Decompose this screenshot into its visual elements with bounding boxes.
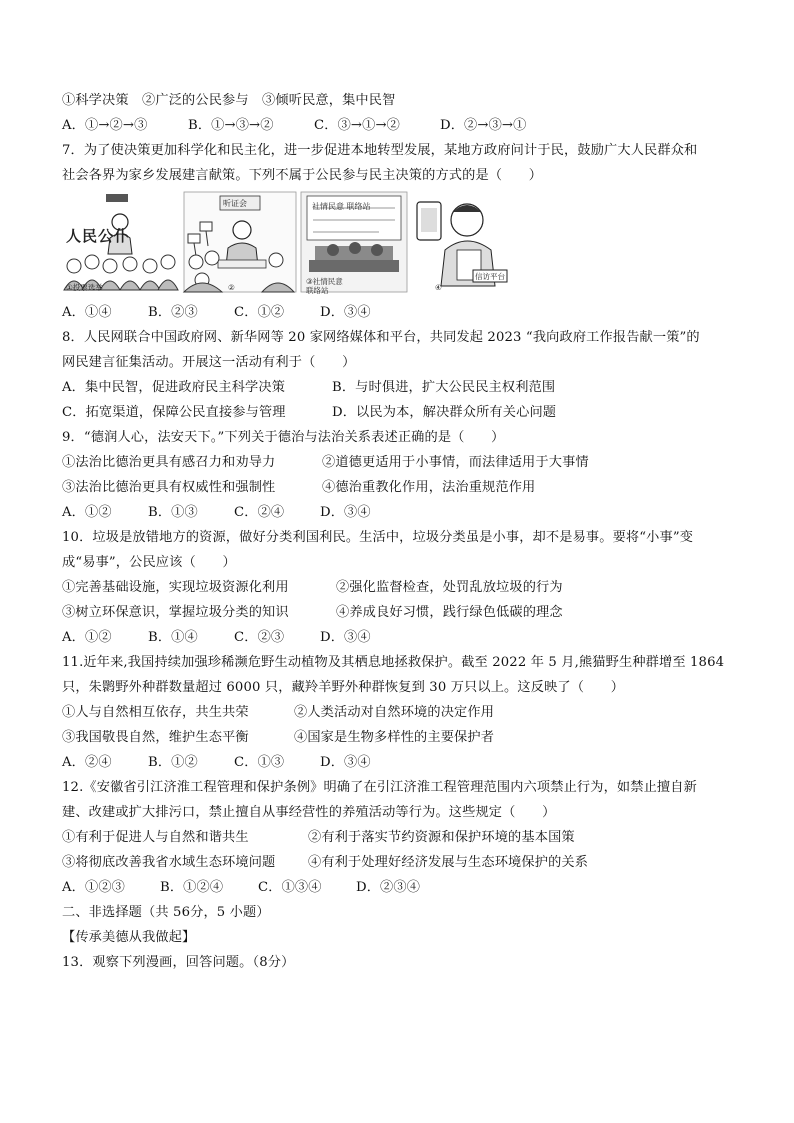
q10-item-3: ③树立环保意识，掌握垃圾分类的知识 [62, 605, 289, 620]
q10-option-b: B．①④ [148, 630, 198, 645]
section2-title: 二、非选择题（共 56分，5 小题） [62, 905, 270, 920]
q9-option-c: C．②④ [234, 505, 285, 520]
q7-option-c: C．①② [234, 305, 285, 320]
q12-item-2: ②有利于落实节约资源和保护环境的基本国策 [308, 830, 575, 845]
q7-picture1-caption: ①投票选举 [66, 283, 103, 292]
q12-options [62, 875, 742, 900]
q10-items-row1 [62, 575, 742, 600]
q9-item-3: ③法治比德治更具有权威性和强制性 [62, 480, 276, 495]
q7-option-b: B．②③ [148, 305, 198, 320]
q10-item-4: ④养成良好习惯，践行绿色低碳的理念 [336, 605, 563, 620]
q8-stem-line2: 网民建言征集活动。开展这一活动有利于（ ） [62, 355, 356, 370]
q9-option-a: A．①② [62, 505, 112, 520]
q10-option-a: A．①② [62, 630, 112, 645]
q6-option-d: D．②→③→① [440, 118, 527, 133]
q6-items: ①科学决策 ②广泛的公民参与 ③倾听民意，集中民智 [62, 93, 396, 108]
q11-item-2: ②人类活动对自然环境的决定作用 [294, 705, 495, 720]
q8-option-a: A．集中民智，促进政府民主科学决策 [62, 380, 286, 395]
q7-picture3-board: 社情民意 联络站 [312, 202, 371, 211]
section2-subtitle: 【传承美德从我做起】 [62, 930, 196, 945]
q11-item-1: ①人与自然相互依存，共生共荣 [62, 705, 249, 720]
q9-option-b: B．①③ [148, 505, 198, 520]
q7-option-d: D．③④ [320, 305, 371, 320]
q12-option-b: B．①②④ [160, 880, 224, 895]
q10-stem-line2: 成“易事”，公民应该（ ） [62, 555, 236, 570]
q11-item-3: ③我国敬畏自然，维护生态平衡 [62, 730, 249, 745]
q9-items-row1 [62, 450, 742, 475]
q13-stem: 13．观察下列漫画，回答问题。（8分） [62, 955, 295, 970]
q10-option-c: C．②③ [234, 630, 285, 645]
q11-items-row1 [62, 700, 742, 725]
q7-stem-line2: 社会各界为家乡发展建言献策。下列不属于公民参与民主决策的方式的是（ ） [62, 168, 543, 183]
q7-picture2-caption: ② [228, 283, 235, 292]
q10-item-2: ②强化监督检查，处罚乱放垃圾的行为 [336, 580, 563, 595]
q6-option-b: B．①→③→② [188, 118, 274, 133]
q12-item-3: ③将彻底改善我省水域生态环境问题 [62, 855, 276, 870]
q9-item-2: ②道德更适用于小事情，而法律适用于大事情 [322, 455, 589, 470]
q9-item-4: ④德治重教化作用，法治重规范作用 [322, 480, 536, 495]
q9-options [62, 500, 742, 525]
q11-options [62, 750, 742, 775]
q10-option-d: D．③④ [320, 630, 371, 645]
q10-item-1: ①完善基础设施，实现垃圾资源化利用 [62, 580, 289, 595]
q8-option-d: D．以民为本，解决群众所有关心问题 [332, 405, 557, 420]
q11-stem-line2: 只，朱鹮野外种群数量超过 6000 只，藏羚羊野外种群恢复到 30 万只以上。这反映了（ ） [62, 680, 625, 695]
q12-stem-line2: 建、改建或扩大排污口，禁止擅自从事经营性的养殖活动等行为。这些规定（ ） [62, 805, 556, 820]
q12-item-4: ④有利于处理好经济发展与生态环境保护的关系 [308, 855, 589, 870]
q10-items-row2 [62, 600, 742, 625]
q6-option-a: A．①→②→③ [62, 118, 148, 133]
q11-option-a: A．②④ [62, 755, 112, 770]
q9-items-row2 [62, 475, 742, 500]
q11-item-4: ④国家是生物多样性的主要保护者 [294, 730, 495, 745]
q7-picture2-banner: 听证会 [223, 199, 247, 208]
q8-options-row2 [62, 400, 742, 425]
q8-option-c: C．拓宽渠道，保障公民直接参与管理 [62, 405, 286, 420]
q6-option-c: C．③→①→② [314, 118, 400, 133]
q8-stem-line1: 8．人民网联合中国政府网、新华网等 20 家网络媒体和平台，共同发起 2023 “我向政府工作报告献一策”的 [62, 330, 700, 345]
q10-stem-line1: 10．垃圾是放错地方的资源，做好分类利国利民。生活中，垃圾分类虽是小事，却不是易事。要将“小事”变 [62, 530, 694, 545]
q12-items-row2 [62, 850, 742, 875]
q9-option-d: D．③④ [320, 505, 371, 520]
q12-stem-line1: 12.《安徽省引江济淮工程管理和保护条例》明确了在引江济淮工程管理范围内六项禁止行为，如禁止擅自新 [62, 780, 697, 795]
q12-option-c: C．①③④ [258, 880, 322, 895]
q7-stem-line1: 7．为了使决策更加科学化和民主化，进一步促进本地转型发展，某地方政府问计于民，鼓励广大人民群众和 [62, 143, 698, 158]
exam-page [62, 88, 742, 975]
q8-options-row1 [62, 375, 742, 400]
q11-option-b: B．①② [148, 755, 198, 770]
q7-figures [62, 190, 742, 296]
q12-option-a: A．①②③ [62, 880, 126, 895]
q7-options [62, 300, 742, 325]
q12-items-row1 [62, 825, 742, 850]
q7-option-a: A．①④ [62, 305, 112, 320]
q10-options [62, 625, 742, 650]
q7-picture4-board: 信访平台 [475, 272, 505, 281]
q11-option-c: C．①③ [234, 755, 285, 770]
q12-item-1: ①有利于促进人与自然和谐共生 [62, 830, 249, 845]
q12-option-d: D．②③④ [356, 880, 421, 895]
q11-stem-line1: 11.近年来,我国持续加强珍稀濒危野生动植物及其栖息地拯救保护。截至 2022 年 5 月,熊猫野生种群增至 1864 [62, 655, 725, 670]
q7-picture1-sign: 人民公仆 [66, 227, 131, 245]
q7-picture3-caption: ③社情民意联络站 [306, 277, 343, 295]
q8-option-b: B．与时俱进，扩大公民民主权利范围 [332, 380, 556, 395]
q9-stem: 9．“德润人心，法安天下。”下列关于德治与法治关系表述正确的是（ ） [62, 430, 505, 445]
q11-option-d: D．③④ [320, 755, 371, 770]
q11-items-row2 [62, 725, 742, 750]
q7-picture4-caption: ④ [435, 283, 442, 292]
q9-item-1: ①法治比德治更具有感召力和劝导力 [62, 455, 276, 470]
q6-options [62, 113, 742, 138]
